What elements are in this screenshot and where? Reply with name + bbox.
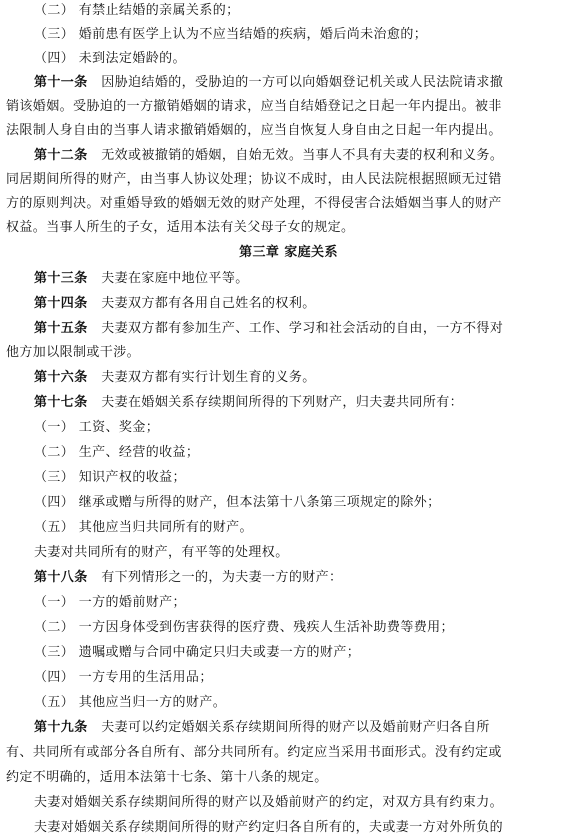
line-text: （一） 一方的婚前财产； — [34, 595, 186, 610]
article-13 — [34, 271, 249, 287]
list-item — [34, 520, 253, 536]
line-text: （二） 生产、经营的收益； — [34, 445, 200, 460]
line-text: 夫妻对婚姻关系存续期间所得的财产约定归各自所有的，夫或妻一方对外所负的 — [34, 820, 504, 835]
line-text: 夫妻双方都有参加生产、工作、学习和社会活动的自由，一方不得对 — [101, 321, 504, 336]
article-heading: 第十九条 — [34, 720, 88, 735]
article-heading: 第十七条 — [34, 395, 88, 410]
article-heading: 第十四条 — [34, 296, 88, 311]
article-heading: 第十八条 — [34, 570, 88, 585]
line-text: 夫妻对婚姻关系存续期间所得的财产以及婚前财产的约定，对双方具有约束力。 — [34, 795, 504, 810]
list-item — [34, 51, 186, 67]
list-item — [34, 3, 240, 19]
list-item — [34, 27, 427, 43]
line-text: 方的原则判决。对重婚导致的婚姻无效的财产处理，不得侵害合法婚姻当事人的财产 — [6, 196, 502, 211]
article-15 — [34, 321, 503, 337]
line-text: （四） 未到法定婚龄的。 — [34, 51, 186, 66]
line-text: 夫妻在婚姻关系存续期间所得的下列财产，归夫妻共同所有： — [101, 395, 464, 410]
line-text: 因胁迫结婚的，受胁迫的一方可以向婚姻登记机关或人民法院请求撤 — [101, 75, 504, 90]
paragraph-line — [6, 345, 140, 361]
line-text: （五） 其他应当归共同所有的财产。 — [34, 520, 253, 535]
line-text: 夫妻双方都有各用自己姓名的权利。 — [101, 296, 316, 311]
list-item — [34, 470, 186, 486]
paragraph-line — [34, 545, 289, 561]
article-heading: 第十二条 — [34, 148, 88, 163]
line-text: （五） 其他应当归一方的财产。 — [34, 695, 227, 710]
list-item — [34, 645, 360, 661]
chapter-heading: 第三章 家庭关系 — [239, 245, 338, 260]
line-text: 无效或被撤销的婚姻，自始无效。当事人不具有夫妻的权利和义务。 — [101, 148, 504, 163]
list-item — [34, 670, 213, 686]
article-heading: 第十六条 — [34, 370, 88, 385]
list-item — [34, 420, 159, 436]
line-text: （二） 有禁止结婚的亲属关系的； — [34, 3, 240, 18]
paragraph-line — [6, 196, 502, 212]
line-text: （三） 遗嘱或赠与合同中确定只归夫或妻一方的财产； — [34, 645, 361, 660]
article-18 — [34, 570, 342, 586]
article-11 — [34, 75, 503, 91]
line-text: （三） 知识产权的收益； — [34, 470, 186, 485]
paragraph-line — [6, 745, 502, 761]
line-text: 夫妻双方都有实行计划生育的义务。 — [101, 370, 316, 385]
line-text: 同居期间所得的财产，由当事人协议处理；协议不成时，由人民法院根据照顾无过错 — [6, 172, 502, 187]
line-text: 权益。当事人所生的子女，适用本法有关父母子女的规定。 — [6, 220, 355, 235]
article-heading: 第十五条 — [34, 321, 88, 336]
line-text: 夫妻在家庭中地位平等。 — [101, 271, 249, 286]
article-17 — [34, 395, 463, 411]
paragraph-line — [6, 99, 502, 115]
article-heading: 第十一条 — [34, 75, 88, 90]
line-text: 有、共同所有或部分各自所有、部分共同所有。约定应当采用书面形式。没有约定或 — [6, 745, 502, 760]
line-text: （四） 一方专用的生活用品； — [34, 670, 213, 685]
line-text: 有下列情形之一的，为夫妻一方的财产： — [101, 570, 343, 585]
article-14 — [34, 296, 316, 312]
article-19 — [34, 720, 490, 736]
paragraph-line — [34, 820, 503, 836]
line-text: 夫妻可以约定婚姻关系存续期间所得的财产以及婚前财产归各自所 — [101, 720, 490, 735]
list-item — [34, 695, 226, 711]
line-text: （三） 婚前患有医学上认为不应当结婚的疾病，婚后尚未治愈的； — [34, 27, 428, 42]
paragraph-line — [6, 123, 502, 139]
line-text: （二） 一方因身体受到伤害获得的医疗费、残疾人生活补助费等费用； — [34, 620, 454, 635]
paragraph-line — [6, 220, 354, 236]
article-12 — [34, 148, 503, 164]
list-item — [34, 445, 199, 461]
list-item — [34, 595, 186, 611]
paragraph-line — [6, 770, 328, 786]
line-text: 他方加以限制或干涉。 — [6, 345, 141, 360]
list-item — [34, 620, 454, 636]
article-heading: 第十三条 — [34, 271, 88, 286]
paragraph-line — [34, 795, 503, 811]
article-16 — [34, 370, 316, 386]
line-text: （四） 继承或赠与所得的财产，但本法第十八条第三项规定的除外； — [34, 495, 441, 510]
line-text: 销该婚姻。受胁迫的一方撤销婚姻的请求，应当自结婚登记之日起一年内提出。被非 — [6, 99, 502, 114]
paragraph-line — [6, 172, 502, 188]
list-item — [34, 495, 441, 511]
line-text: 夫妻对共同所有的财产，有平等的处理权。 — [34, 545, 289, 560]
line-text: 法限制人身自由的当事人请求撤销婚姻的，应当自恢复人身自由之日起一年内提出。 — [6, 123, 502, 138]
line-text: （一） 工资、奖金； — [34, 420, 160, 435]
line-text: 约定不明确的，适用本法第十七条、第十八条的规定。 — [6, 770, 328, 785]
